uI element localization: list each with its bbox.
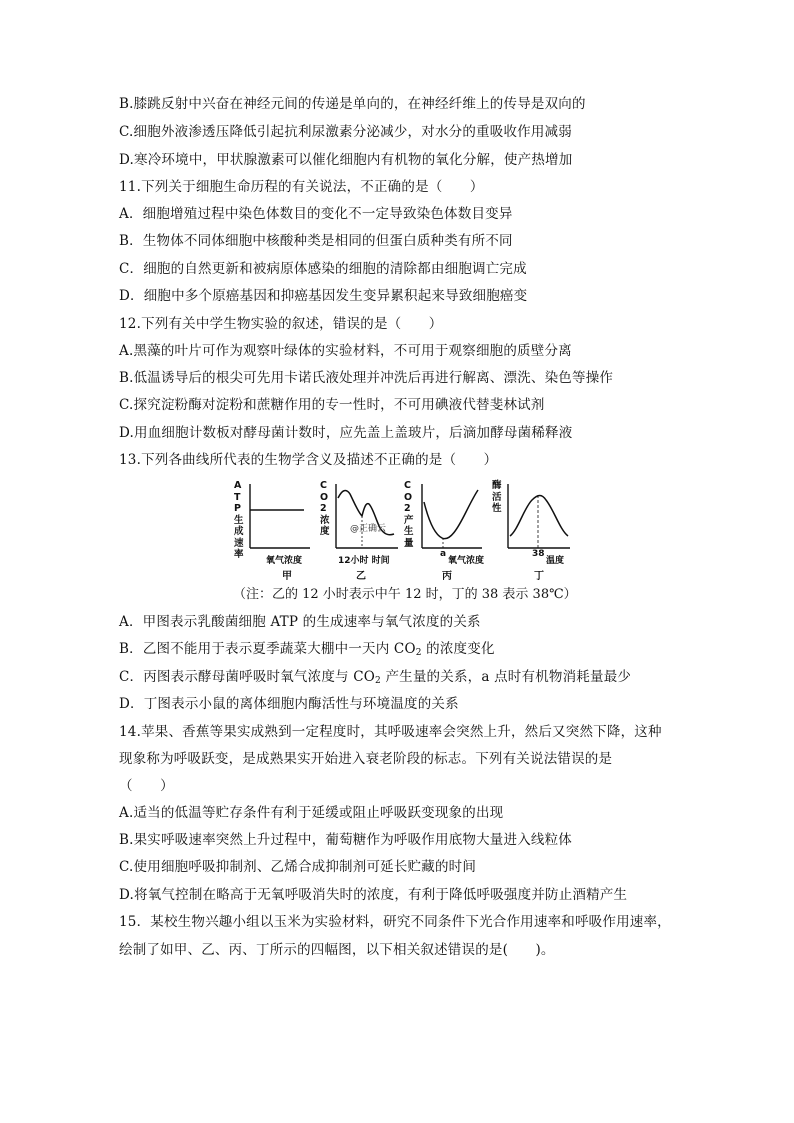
q11-stem: 11.下列关于细胞生命历程的有关说法，不正确的是（ ） bbox=[119, 179, 484, 195]
q12-option-a: A.黑藻的叶片可作为观察叶绿体的实验材料，不可用于观察细胞的质壁分离 bbox=[119, 343, 572, 359]
q13-option-b-text: B．乙图不能用于表示夏季蔬菜大棚中一天内 CO bbox=[119, 641, 416, 657]
q13-figure bbox=[230, 478, 570, 583]
q14-option-d: D.将氧气控制在略高于无氧呼吸消失时的浓度，有利于降低呼吸强度并防止酒精产生 bbox=[119, 887, 628, 903]
graph-ding-name: 丁 bbox=[534, 571, 544, 582]
graph-jia-plot bbox=[230, 478, 314, 583]
graph-bing-ylabel: CO2产生量 bbox=[404, 480, 414, 549]
q13-option-c-subscript: 2 bbox=[375, 676, 381, 686]
q10-option-c: C.细胞外液渗透压降低引起抗利尿激素分泌减少，对水分的重吸收作用减弱 bbox=[119, 124, 572, 140]
q15-stem-line2: 绘制了如甲、乙、丙、丁所示的四幅图，以下相关叙述错误的是( )。 bbox=[119, 942, 555, 958]
q11-option-a: A．细胞增殖过程中染色体数目的变化不一定导致染色体数目变异 bbox=[119, 206, 513, 222]
graph-bing bbox=[402, 478, 486, 583]
q11-option-c: C．细胞的自然更新和被病原体感染的细胞的清除都由细胞调亡完成 bbox=[119, 261, 527, 277]
q14-option-a: A.适当的低温等贮存条件有利于延缓或阻止呼吸跃变现象的出现 bbox=[119, 805, 504, 821]
q13-option-c-text: C．丙图表示酵母菌呼吸时氧气浓度与 CO bbox=[119, 669, 376, 685]
q14-option-b: B.果实呼吸速率突然上升过程中，葡萄糖作为呼吸作用底物大量进入线粒体 bbox=[119, 832, 573, 848]
q14-stem-line2: 现象称为呼吸跃变，是成熟果实开始进入衰老阶段的标志。下列有关说法错误的是 bbox=[119, 751, 613, 767]
q14-option-c: C.使用细胞呼吸抑制剂、乙烯合成抑制剂可延长贮藏的时间 bbox=[119, 859, 477, 875]
graph-ding-curve bbox=[510, 496, 568, 537]
graph-jia-ylabel: ATP生成速率 bbox=[234, 480, 244, 560]
q12-option-c: C.探究淀粉酶对淀粉和蔗糖作用的专一性时，不可用碘液代替斐林试剂 bbox=[119, 397, 545, 413]
q11-option-d: D．细胞中多个原癌基因和抑癌基因发生变异累积起来导致细胞癌变 bbox=[119, 288, 528, 304]
graph-yi-ylabel: CO2浓度 bbox=[320, 480, 330, 537]
q15-stem-line1: 15．某校生物兴趣小组以玉米为实验材料，研究不同条件下光合作用速率和呼吸作用速率， bbox=[119, 914, 671, 930]
q14-stem-line3: （ ） bbox=[119, 778, 174, 794]
q13-option-c bbox=[119, 668, 631, 690]
graph-jia-xlabel: 氧气浓度 bbox=[266, 556, 303, 566]
graph-ding-xlabel: 温度 bbox=[546, 556, 565, 566]
figure-note: （注：乙的 12 小时表示中午 12 时，丁的 38 表示 38℃） bbox=[233, 587, 577, 602]
graph-yi-watermark: @正确云 bbox=[350, 524, 387, 534]
graph-yi-xlabel: 12小时 时间 bbox=[338, 556, 390, 566]
q13-option-c-text-end: 产生量的关系，a 点时有机物消耗量最少 bbox=[380, 669, 632, 685]
graph-jia bbox=[230, 478, 314, 583]
graph-ding-plot bbox=[488, 478, 572, 583]
q13-option-a: A．甲图表示乳酸菌细胞 ATP 的生成速率与氧气浓度的关系 bbox=[119, 614, 481, 630]
q14-stem-line1: 14.苹果、香蕉等果实成熟到一定程度时，其呼吸速率会突然上升，然后又突然下降，这种 bbox=[119, 724, 662, 740]
q13-option-b-subscript: 2 bbox=[415, 648, 422, 658]
q10-option-d: D.寒冷环境中，甲状腺激素可以催化细胞内有机物的氧化分解，使产热增加 bbox=[119, 152, 573, 168]
q11-option-b: B．生物体不同体细胞中核酸种类是相同的但蛋白质种类有所不同 bbox=[119, 233, 513, 249]
q13-option-b-text-end: 的浓度变化 bbox=[421, 641, 495, 657]
graph-jia-name: 甲 bbox=[282, 571, 292, 582]
q13-option-d: D．丁图表示小鼠的离体细胞内酶活性与环境温度的关系 bbox=[119, 696, 459, 712]
graph-yi bbox=[316, 478, 400, 583]
graph-ding-ylabel: 酶活性 bbox=[492, 480, 502, 514]
q12-option-b: B.低温诱导后的根尖可先用卡诺氏液处理并冲洗后再进行解离、漂洗、染色等操作 bbox=[119, 370, 614, 386]
graph-yi-name: 乙 bbox=[356, 571, 366, 582]
graph-bing-name: 丙 bbox=[442, 571, 452, 582]
graph-bing-curve bbox=[424, 490, 478, 539]
graph-bing-point-a: a bbox=[440, 549, 447, 559]
graph-ding-tick-38: 38 bbox=[532, 549, 545, 559]
graph-bing-xlabel: 氧气浓度 bbox=[448, 556, 485, 566]
q13-stem: 13.下列各曲线所代表的生物学含义及描述不正确的是（ ） bbox=[119, 452, 498, 468]
q12-option-d: D.用血细胞计数板对酵母菌计数时，应先盖上盖玻片，后滴加酵母菌稀释液 bbox=[119, 425, 573, 441]
q12-stem: 12.下列有关中学生物实验的叙述，错误的是（ ） bbox=[119, 316, 443, 332]
q13-option-b bbox=[119, 640, 495, 662]
q10-option-b: B.膝跳反射中兴奋在神经元间的传递是单向的，在神经纤维上的传导是双向的 bbox=[119, 96, 586, 112]
graph-ding bbox=[488, 478, 572, 583]
